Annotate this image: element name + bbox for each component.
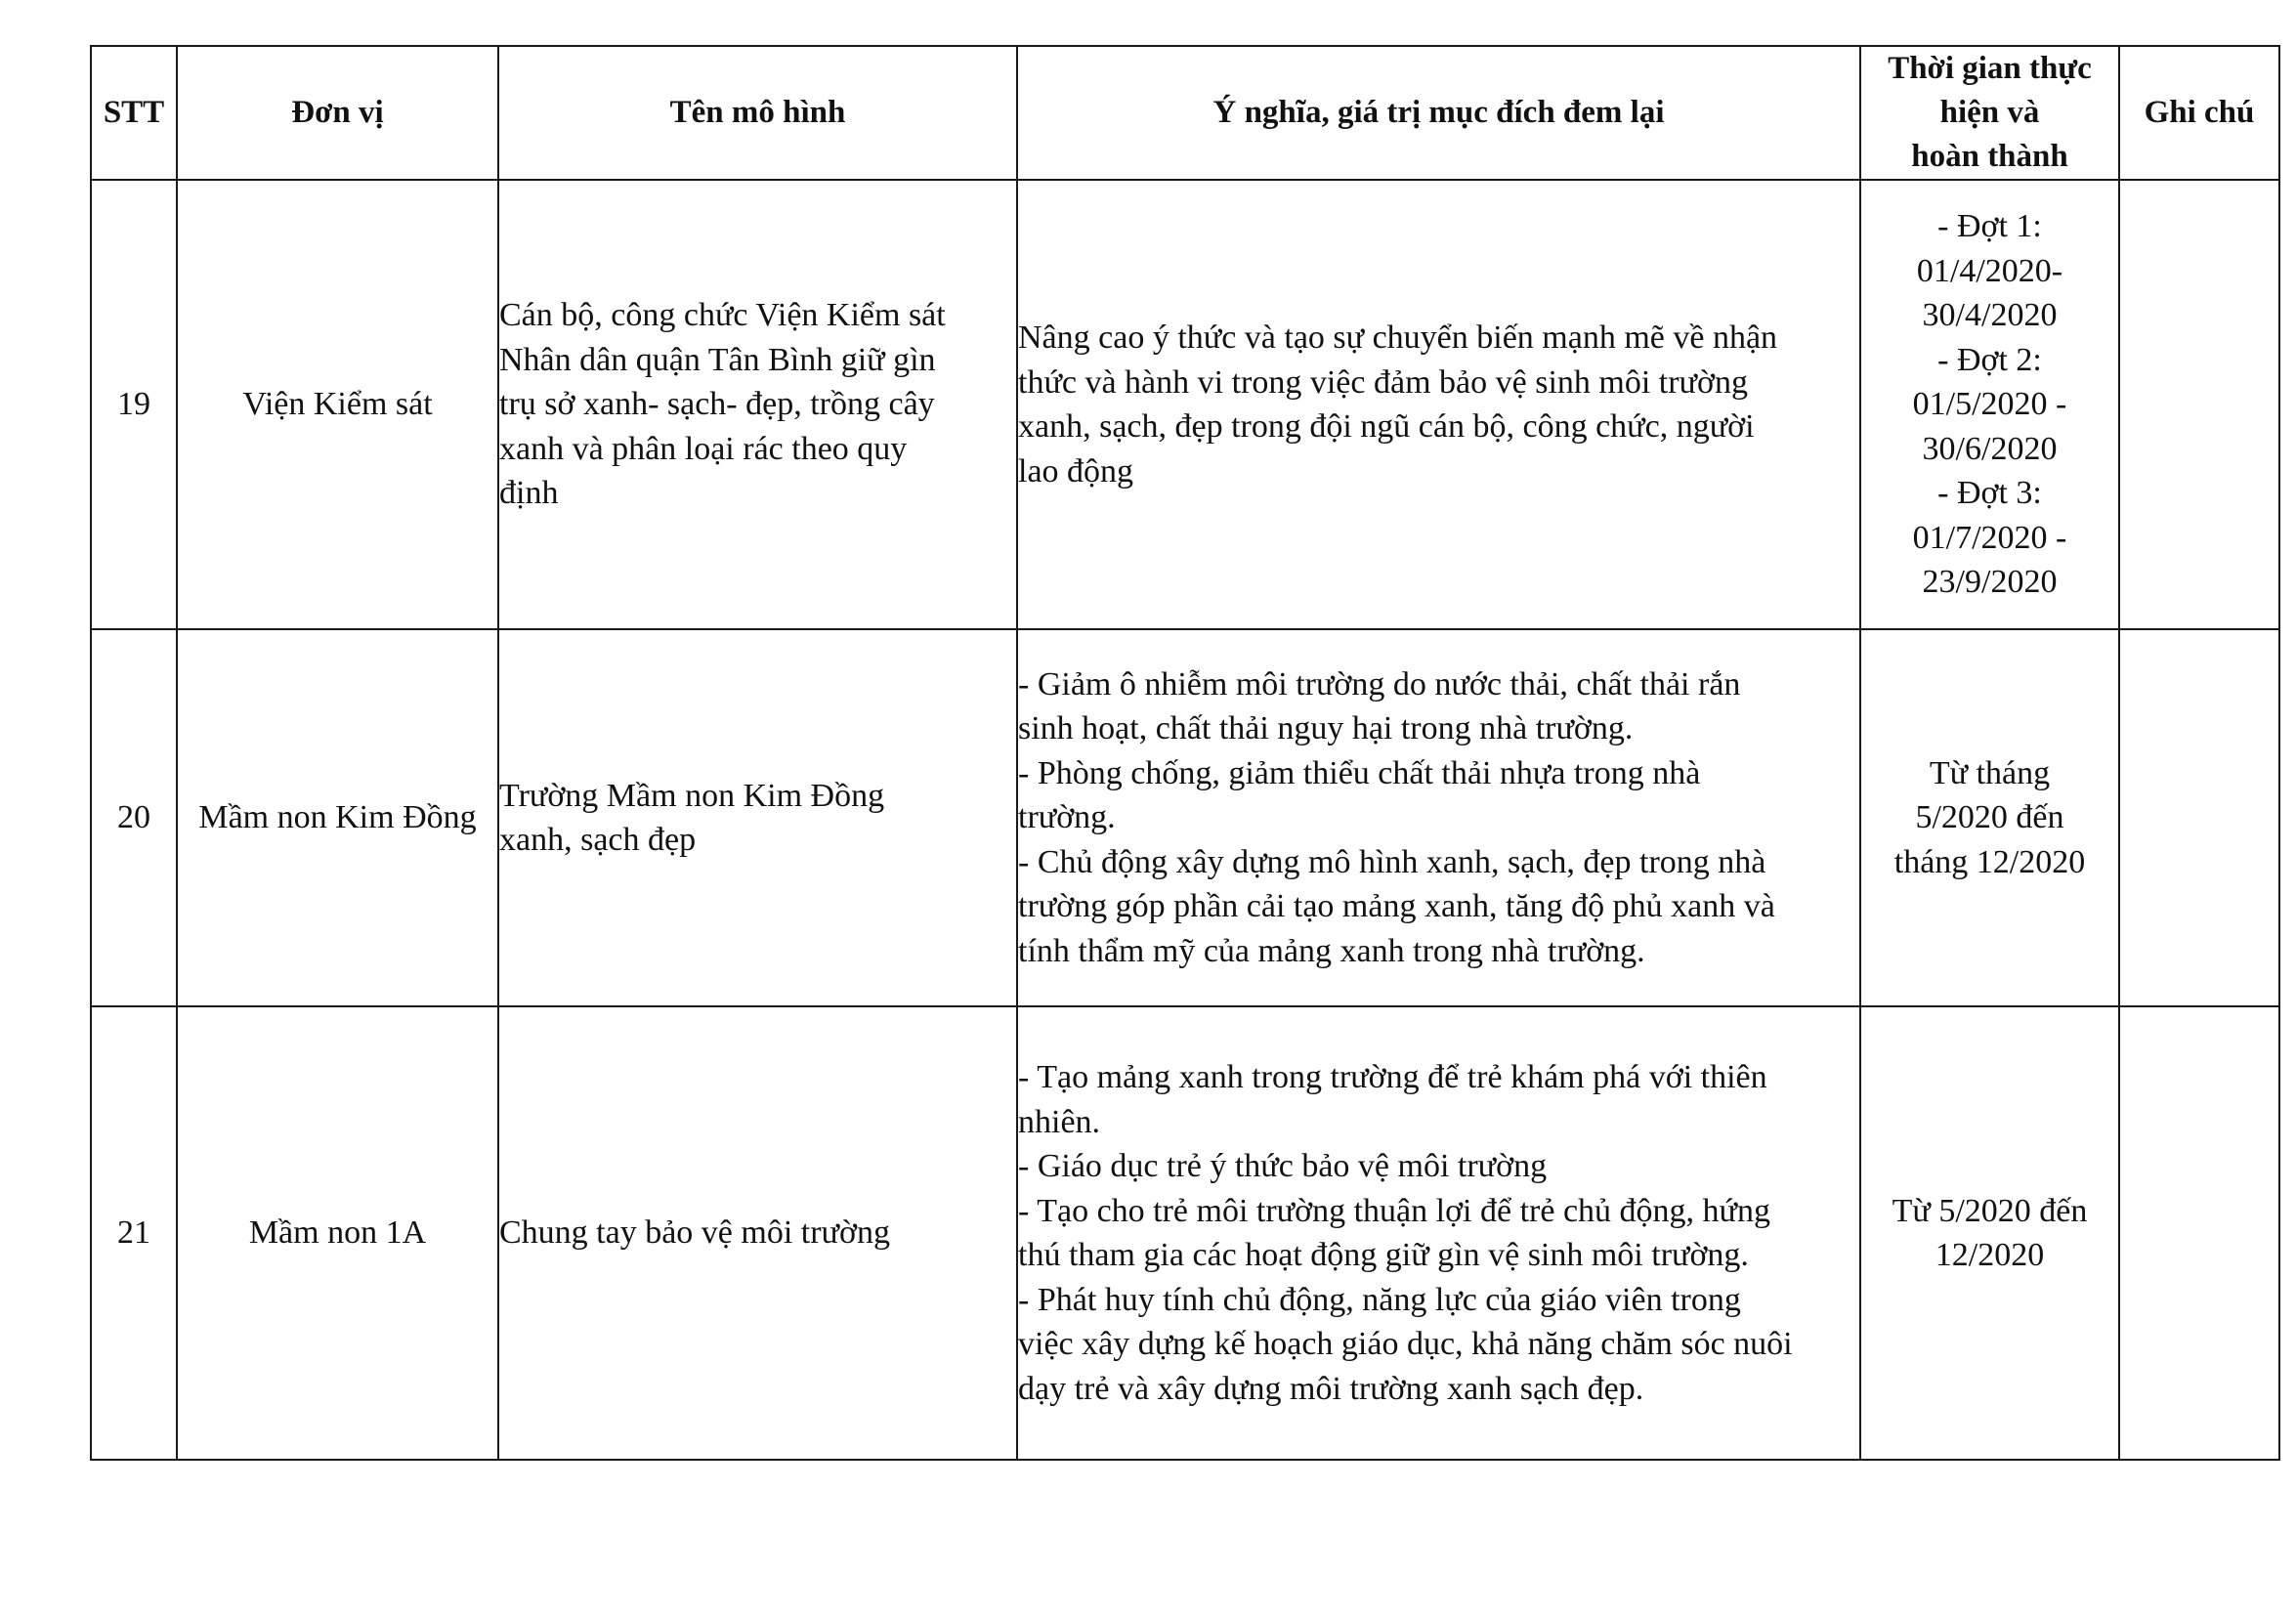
cell-time [1860, 180, 2119, 629]
models-table [90, 45, 2280, 1461]
cell-note [2119, 180, 2279, 629]
header-time-line: hoàn thành [1911, 139, 2068, 174]
cell-line: - Đợt 1: [1937, 208, 2042, 245]
cell-line: 12/2020 [1935, 1237, 2045, 1273]
cell-line: 01/5/2020 - [1912, 386, 2067, 423]
cell-line: - Đợt 3: [1937, 475, 2042, 512]
cell-line: thức và hành vi trong việc đảm bảo vệ sinh môi trường [1018, 363, 1748, 401]
cell-line: Trường Mầm non Kim Đồng [499, 777, 885, 814]
cell-line: trường góp phần cải tạo mảng xanh, tăng độ phủ xanh và [1018, 888, 1775, 925]
table-header-row [91, 46, 2279, 180]
cell-unit: Mầm non 1A [177, 1006, 498, 1460]
cell-line: trụ sở xanh- sạch- đẹp, trồng cây [499, 386, 935, 423]
cell-line: 23/9/2020 [1922, 564, 2058, 601]
cell-line: - Giảm ô nhiễm môi trường do nước thải, chất thải rắn [1018, 665, 1741, 703]
cell-line: tính thẩm mỹ của mảng xanh trong nhà trường. [1018, 932, 1645, 969]
cell-line: Nhân dân quận Tân Bình giữ gìn [499, 341, 936, 378]
table-row [91, 629, 2279, 1006]
cell-time [1860, 1006, 2119, 1460]
header-stt: STT [91, 46, 177, 180]
cell-line: Cán bộ, công chức Viện Kiểm sát [499, 297, 946, 334]
cell-line: lao động [1018, 452, 1134, 490]
cell-line: 5/2020 đến [1915, 799, 2064, 836]
header-time-line: Thời gian thực [1888, 51, 2092, 86]
cell-note [2119, 629, 2279, 1006]
cell-line: Chung tay bảo vệ môi trường [499, 1214, 890, 1252]
cell-line: tháng 12/2020 [1893, 843, 2086, 880]
cell-line: - Giáo dục trẻ ý thức bảo vệ môi trường [1018, 1148, 1548, 1184]
cell-unit: Viện Kiểm sát [177, 180, 498, 629]
header-meaning: Ý nghĩa, giá trị mục đích đem lại [1017, 46, 1860, 180]
cell-line: Từ 5/2020 đến [1892, 1192, 2088, 1229]
cell-line: - Phát huy tính chủ động, năng lực của giáo viên trong [1018, 1281, 1741, 1318]
header-model-name: Tên mô hình [498, 46, 1017, 180]
cell-note [2119, 1006, 2279, 1460]
cell-line: - Đợt 2: [1937, 341, 2042, 378]
cell-stt: 19 [91, 180, 177, 629]
cell-line: Nâng cao ý thức và tạo sự chuyển biến mạnh mẽ về nhận [1018, 319, 1778, 356]
cell-line: 01/4/2020- [1916, 252, 2063, 289]
cell-unit: Mầm non Kim Đồng [177, 629, 498, 1006]
cell-meaning [1017, 629, 1860, 1006]
cell-model-name [498, 629, 1017, 1006]
cell-line: - Tạo cho trẻ môi trường thuận lợi để trẻ chủ động, hứng [1018, 1192, 1770, 1229]
cell-line: việc xây dựng kế hoạch giáo dục, khả năng chăm sóc nuôi [1018, 1326, 1793, 1362]
cell-line: 30/4/2020 [1922, 297, 2058, 334]
cell-line: dạy trẻ và xây dựng môi trường xanh sạch đẹp. [1018, 1370, 1644, 1407]
cell-line: - Phòng chống, giảm thiểu chất thải nhựa trong nhà [1018, 754, 1701, 791]
cell-line: - Tạo mảng xanh trong trường để trẻ khám phá với thiên [1018, 1059, 1767, 1095]
cell-line: xanh, sạch, đẹp trong đội ngũ cán bộ, công chức, người [1018, 408, 1755, 445]
cell-line: xanh và phân loại rác theo quy [499, 430, 908, 467]
cell-line: định [499, 475, 559, 512]
cell-line: 01/7/2020 - [1912, 519, 2067, 556]
cell-line: 30/6/2020 [1922, 430, 2058, 467]
cell-meaning [1017, 180, 1860, 629]
cell-stt: 20 [91, 629, 177, 1006]
cell-line: Từ tháng [1929, 754, 2051, 791]
cell-line: - Chủ động xây dựng mô hình xanh, sạch, đẹp trong nhà [1018, 843, 1766, 880]
header-note: Ghi chú [2119, 46, 2279, 180]
cell-meaning [1017, 1006, 1860, 1460]
cell-time [1860, 629, 2119, 1006]
header-unit: Đơn vị [177, 46, 498, 180]
cell-line: thú tham gia các hoạt động giữ gìn vệ sinh môi trường. [1018, 1237, 1749, 1273]
cell-model-name [498, 180, 1017, 629]
table-row [91, 180, 2279, 629]
table-row [91, 1006, 2279, 1460]
header-time [1860, 46, 2119, 180]
cell-model-name [498, 1006, 1017, 1460]
cell-line: xanh, sạch đẹp [499, 822, 697, 858]
cell-line: trường. [1018, 799, 1116, 836]
cell-stt: 21 [91, 1006, 177, 1460]
header-time-line: hiện và [1939, 95, 2040, 130]
cell-line: nhiên. [1018, 1103, 1101, 1140]
cell-line: sinh hoạt, chất thải nguy hại trong nhà trường. [1018, 710, 1634, 747]
